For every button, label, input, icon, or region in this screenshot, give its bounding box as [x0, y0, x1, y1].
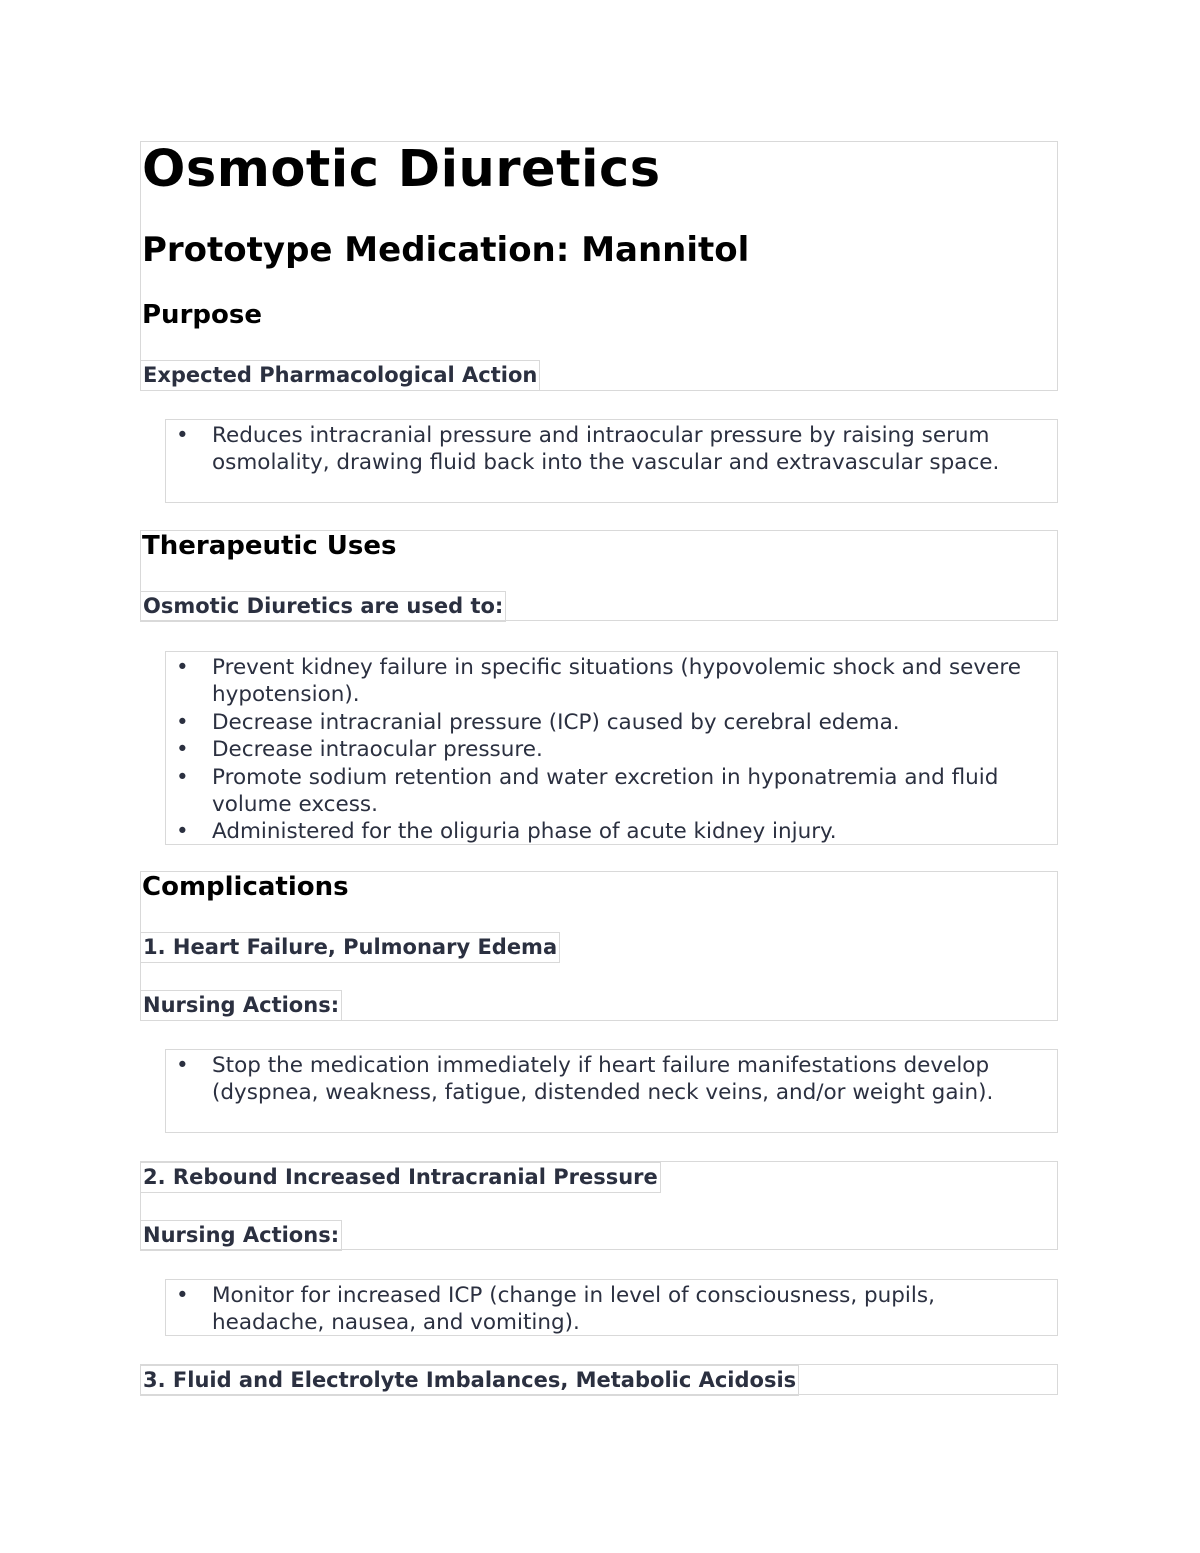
complication-3-section	[140, 1364, 1058, 1395]
header-section	[140, 141, 1058, 391]
uses-subheading: Osmotic Diuretics are used to:	[140, 591, 506, 622]
complication-3-title: 3. Fluid and Electrolyte Imbalances, Metabolic Acidosis	[140, 1365, 799, 1396]
list-item: • Promote sodium retention and water excretion in hyponatremia and fluid volume excess.	[212, 764, 1027, 819]
complication-1-title: 1. Heart Failure, Pulmonary Edema	[140, 932, 560, 963]
expected-action-subheading: Expected Pharmacological Action	[140, 360, 540, 391]
complication-2-list	[166, 1282, 1012, 1337]
list-item: • Administered for the oliguria phase of acute kidney injury.	[212, 818, 1027, 845]
uses-list	[166, 654, 1027, 846]
list-item: • Decrease intraocular pressure.	[212, 736, 1027, 763]
prototype-heading: Prototype Medication: Mannitol	[142, 230, 750, 270]
list-item: • Reduces intracranial pressure and intraocular pressure by raising serum osmolality, drawing fluid back into the vascular and extravascular space.	[212, 422, 1002, 477]
therapeutic-uses-section	[140, 530, 1058, 621]
complication-2-section	[140, 1161, 1058, 1250]
list-item: • Monitor for increased ICP (change in level of consciousness, pupils, headache, nausea, and vomiting).	[212, 1282, 1012, 1337]
uses-list-box	[165, 651, 1058, 845]
therapeutic-uses-heading: Therapeutic Uses	[142, 531, 397, 561]
nursing-actions-label: Nursing Actions:	[140, 990, 342, 1021]
page-title: Osmotic Diuretics	[142, 140, 661, 199]
complications-heading: Complications	[142, 872, 349, 902]
purpose-list	[166, 422, 1002, 477]
complication-2-list-box	[165, 1279, 1058, 1336]
list-item: • Stop the medication immediately if heart failure manifestations develop (dyspnea, weakness, fatigue, distended neck veins, and/or weight gain).	[212, 1052, 1012, 1107]
complication-1-list	[166, 1052, 1012, 1107]
purpose-heading: Purpose	[142, 300, 262, 330]
nursing-actions-label: Nursing Actions:	[140, 1220, 342, 1251]
list-item: • Prevent kidney failure in specific situations (hypovolemic shock and severe hypotension).	[212, 654, 1027, 709]
list-item: • Decrease intracranial pressure (ICP) caused by cerebral edema.	[212, 709, 1027, 736]
purpose-list-box	[165, 419, 1058, 503]
complication-1-list-box	[165, 1049, 1058, 1133]
complications-section	[140, 871, 1058, 1021]
complication-2-title: 2. Rebound Increased Intracranial Pressure	[140, 1162, 661, 1193]
